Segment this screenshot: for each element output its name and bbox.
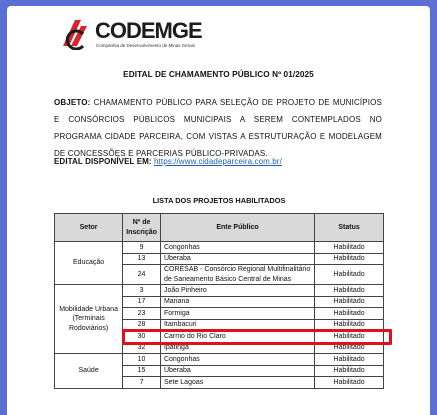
status-cell: Habilitado: [315, 331, 384, 343]
ente-cell: CORESAB - Consórcio Regional Multifinalitário de Saneamento Básico Central de Minas: [160, 265, 314, 285]
status-cell: Habilitado: [315, 253, 384, 265]
objeto-label: OBJETO:: [54, 98, 91, 107]
table-row: [55, 242, 384, 254]
num-cell: 7: [123, 377, 161, 389]
document-title: EDITAL DE CHAMAMENTO PÚBLICO Nº 01/2025: [123, 70, 314, 79]
setor-cell: Educação: [55, 242, 123, 285]
objeto-paragraph: [54, 94, 382, 162]
status-cell: Habilitado: [315, 308, 384, 320]
num-cell: 13: [123, 253, 161, 265]
objeto-text: CHAMAMENTO PÚBLICO PARA SELEÇÃO DE PROJETO DE MUNICÍPIOS E CONSÓRCIOS PÚBLICOS MUNICIPAIS A SEREM CONTEMPLADOS NO PROGRAMA CIDADE PARCEIRA, COM VISTAS A ESTRUTURAÇÃO E MODELAGEM DE CONCESSÕES E PARCERIAS PÚBLICO-PRIVADAS.: [54, 98, 382, 158]
codemge-emblem-icon: [59, 16, 95, 50]
status-cell: Habilitado: [315, 319, 384, 331]
logo-subtitle: Companhia de Desenvolvimento de Minas Gerais: [96, 43, 196, 48]
ente-cell: Ipatinga: [160, 342, 314, 354]
ente-cell: Uberaba: [160, 365, 314, 377]
status-cell: Habilitado: [315, 296, 384, 308]
header-status: Status: [315, 214, 384, 242]
document-page: [7, 6, 430, 415]
status-cell: Habilitado: [315, 265, 384, 285]
edital-link[interactable]: https://www.cidadeparceira.com.br/: [154, 157, 282, 166]
num-cell: 9: [123, 242, 161, 254]
status-cell: Habilitado: [315, 365, 384, 377]
status-cell: Habilitado: [315, 285, 384, 297]
num-cell: 3: [123, 285, 161, 297]
logo-wordmark: CODEMGE: [95, 18, 202, 43]
num-cell: 23: [123, 308, 161, 320]
ente-cell: Carmo do Rio Claro: [160, 331, 314, 343]
table-row: [55, 354, 384, 366]
num-cell: 32: [123, 342, 161, 354]
table-row: [55, 285, 384, 297]
ente-cell: Uberaba: [160, 253, 314, 265]
edital-label: EDITAL DISPONÍVEL EM:: [54, 157, 152, 166]
num-cell: 30: [123, 331, 161, 343]
edital-line: [54, 157, 384, 166]
ente-cell: Sete Lagoas: [160, 377, 314, 389]
projects-table: [54, 213, 384, 389]
ente-cell: Congonhas: [160, 242, 314, 254]
ente-cell: João Pinheiro: [160, 285, 314, 297]
highlight-box: [122, 329, 392, 345]
status-cell: Habilitado: [315, 354, 384, 366]
status-cell: Habilitado: [315, 377, 384, 389]
ente-cell: Mariana: [160, 296, 314, 308]
num-cell: 28: [123, 319, 161, 331]
header-ente: Ente Público: [160, 214, 314, 242]
ente-cell: Congonhas: [160, 354, 314, 366]
status-cell: Habilitado: [315, 242, 384, 254]
list-title: LISTA DOS PROJETOS HABILITADOS: [152, 196, 286, 205]
num-cell: 17: [123, 296, 161, 308]
status-cell: Habilitado: [315, 342, 384, 354]
header-setor: Setor: [55, 214, 123, 242]
num-cell: 24: [123, 265, 161, 285]
num-cell: 10: [123, 354, 161, 366]
header-num: Nº de Inscrição: [123, 214, 161, 242]
ente-cell: Formiga: [160, 308, 314, 320]
num-cell: 15: [123, 365, 161, 377]
codemge-logo: [59, 16, 202, 52]
setor-cell: Mobilidade Urbana (Terminais Rodoviários): [55, 285, 123, 354]
setor-cell: Saúde: [55, 354, 123, 389]
ente-cell: Itambacuri: [160, 319, 314, 331]
